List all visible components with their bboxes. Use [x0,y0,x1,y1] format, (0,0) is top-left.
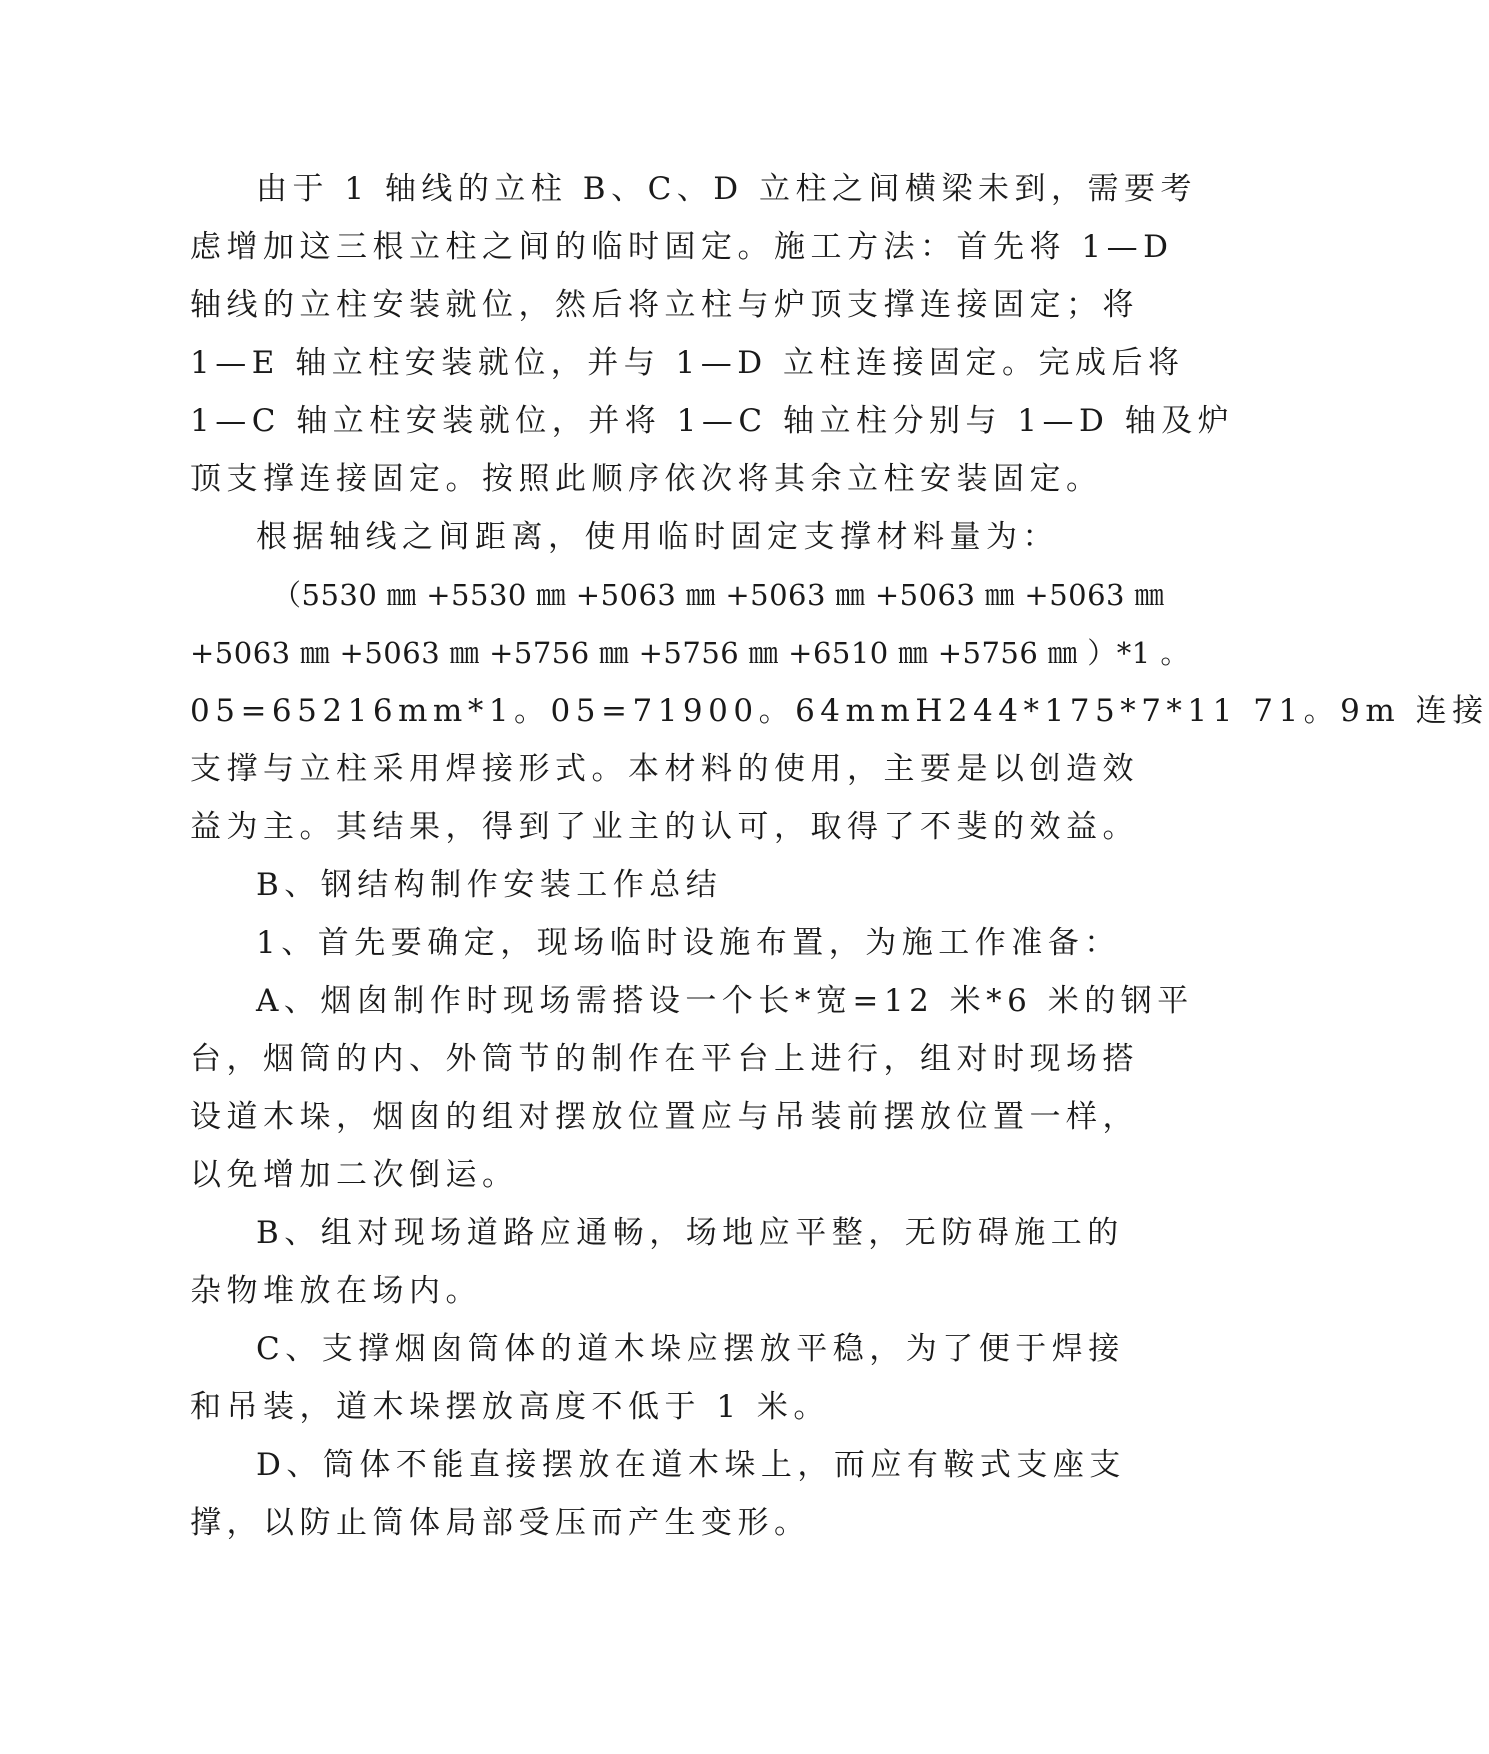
text-line: 轴线的立柱安装就位，然后将立柱与炉顶支撑连接固定；将 [190,287,1139,323]
document-body [190,160,1489,1552]
text-line: 益为主。其结果，得到了业主的认可，取得了不斐的效益。 [190,809,1139,845]
section-heading: B、钢结构制作安装工作总结 [256,867,723,903]
formula-line: 05=65216mm*1。05=71900。64mmH244*175*7*11 71。9m 连接 [190,693,1489,729]
text-line: 台，烟筒的内、外筒节的制作在平台上进行，组对时现场搭 [190,1041,1139,1077]
list-item: 1、首先要确定，现场临时设施布置，为施工作准备： [256,925,1121,961]
formula-line: （5530 ㎜ +5530 ㎜ +5063 ㎜ +5063 ㎜ +5063 ㎜ +5063 ㎜ [272,578,1165,612]
text-line: 1—E 轴立柱安装就位，并与 1—D 立柱连接固定。完成后将 [190,345,1185,381]
text-line: 顶支撑连接固定。按照此顺序依次将其余立柱安装固定。 [190,461,1103,497]
text-line: 1—C 轴立柱安装就位，并将 1—C 轴立柱分别与 1—D 轴及炉 [190,403,1235,439]
text-line: 由于 1 轴线的立柱 B、C、D 立柱之间横梁未到，需要考 [256,171,1197,207]
text-line: 以免增加二次倒运。 [190,1157,519,1193]
list-item: D、筒体不能直接摆放在道木垛上，而应有鞍式支座支 [256,1447,1126,1483]
list-item: A、烟囱制作时现场需搭设一个长*宽=12 米*6 米的钢平 [256,983,1194,1019]
text-line: 支撑与立柱采用焊接形式。本材料的使用，主要是以创造效 [190,751,1139,787]
list-item: C、支撑烟囱筒体的道木垛应摆放平稳，为了便于焊接 [256,1331,1125,1367]
text-line: 根据轴线之间距离，使用临时固定支撑材料量为： [256,519,1059,555]
text-line: 虑增加这三根立柱之间的临时固定。施工方法：首先将 1—D [190,229,1174,265]
text-line: 和吊装，道木垛摆放高度不低于 1 米。 [190,1389,830,1425]
text-line: 撑，以防止筒体局部受压而产生变形。 [190,1505,811,1541]
formula-line: +5063 ㎜ +5063 ㎜ +5756 ㎜ +5756 ㎜ +6510 ㎜ +5756 ㎜ ）*1 。 [190,636,1190,670]
list-item: B、组对现场道路应通畅，场地应平整，无防碍施工的 [256,1215,1124,1251]
text-line: 杂物堆放在场内。 [190,1273,482,1309]
text-line: 设道木垛，烟囱的组对摆放位置应与吊装前摆放位置一样， [190,1099,1139,1135]
